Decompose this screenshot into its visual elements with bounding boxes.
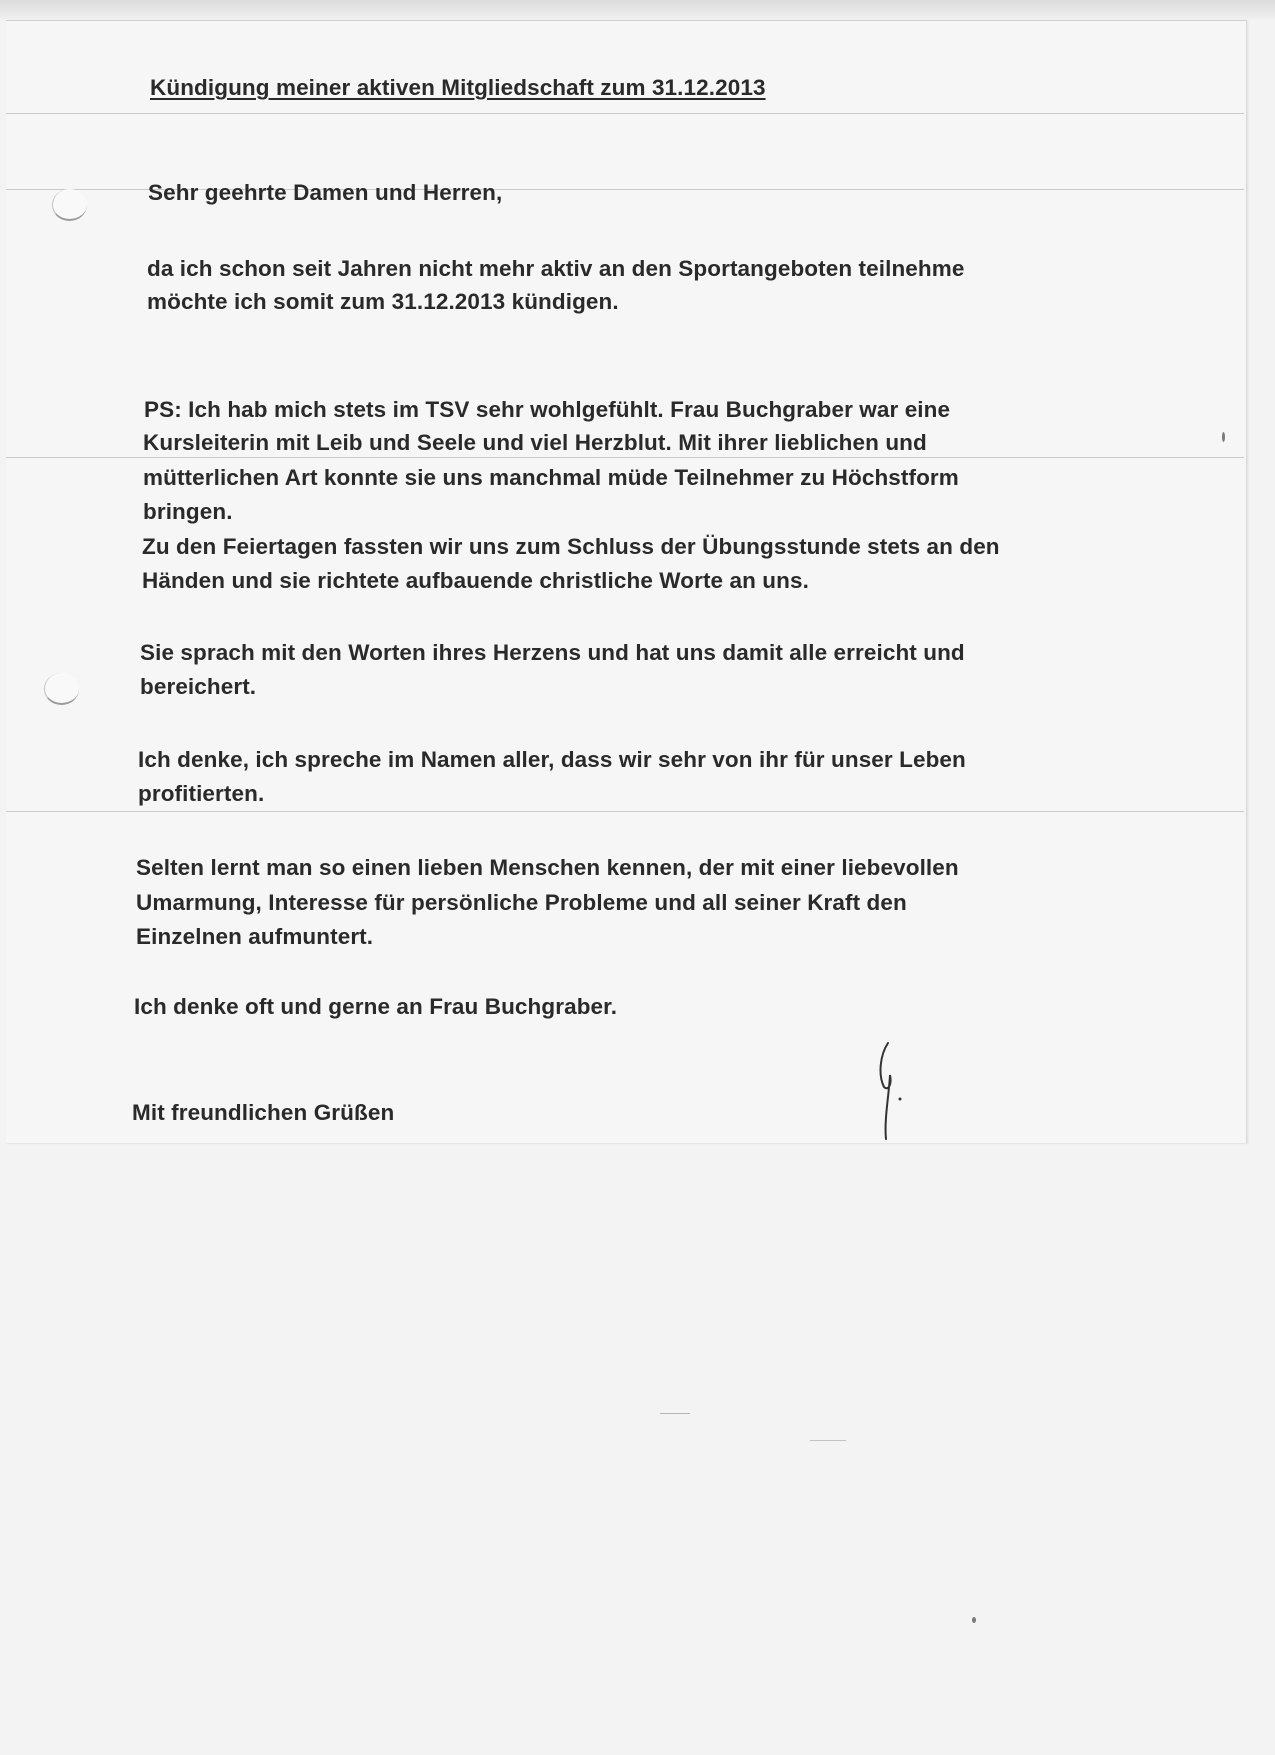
text-line: PS: Ich hab mich stets im TSV sehr wohlgefühlt. Frau Buchgraber war eine [144,397,951,422]
scan-speck [660,1413,690,1414]
text-line: bringen. [143,499,233,524]
letter-salutation: Sehr geehrte Damen und Herren, [148,180,503,205]
text-line: Ich denke oft und gerne an Frau Buchgraber. [134,994,618,1019]
text-line: Kursleiterin mit Leib und Seele und viel Herzblut. Mit ihrer lieblichen und [143,430,927,455]
text-line: Selten lernt man so einen lieben Menschen kennen, der mit einer liebevollen [136,855,959,880]
text-line: Einzelnen aufmuntert. [136,924,374,949]
text-line: Sie sprach mit den Worten ihres Herzens und hat uns damit alle erreicht und [140,640,965,665]
text-line: profitierten. [138,781,265,806]
handwritten-signature [870,1035,910,1145]
letter-closing: Mit freundlichen Grüßen [132,1100,395,1125]
scan-speck [972,1617,976,1623]
text-line: Ich denke, ich spreche im Namen aller, dass wir sehr von ihr für unser Leben [138,747,966,772]
scan-speck [1222,432,1225,442]
text-line: Zu den Feiertagen fassten wir uns zum Schluss der Übungsstunde stets an den [142,534,1000,559]
text-line: bereichert. [140,674,257,699]
letter-subject: Kündigung meiner aktiven Mitgliedschaft zum 31.12.2013 [150,75,766,100]
text-line: da ich schon seit Jahren nicht mehr aktiv an den Sportangeboten teilnehme [147,256,965,281]
text-line: möchte ich somit zum 31.12.2013 kündigen. [147,289,619,314]
text-line: Händen und sie richtete aufbauende christliche Worte an uns. [142,568,809,593]
scan-speck [810,1440,846,1441]
text-line: Umarmung, Interesse für persönliche Probleme und all seiner Kraft den [136,890,907,915]
text-line: mütterlichen Art konnte sie uns manchmal müde Teilnehmer zu Höchstform [143,465,959,490]
